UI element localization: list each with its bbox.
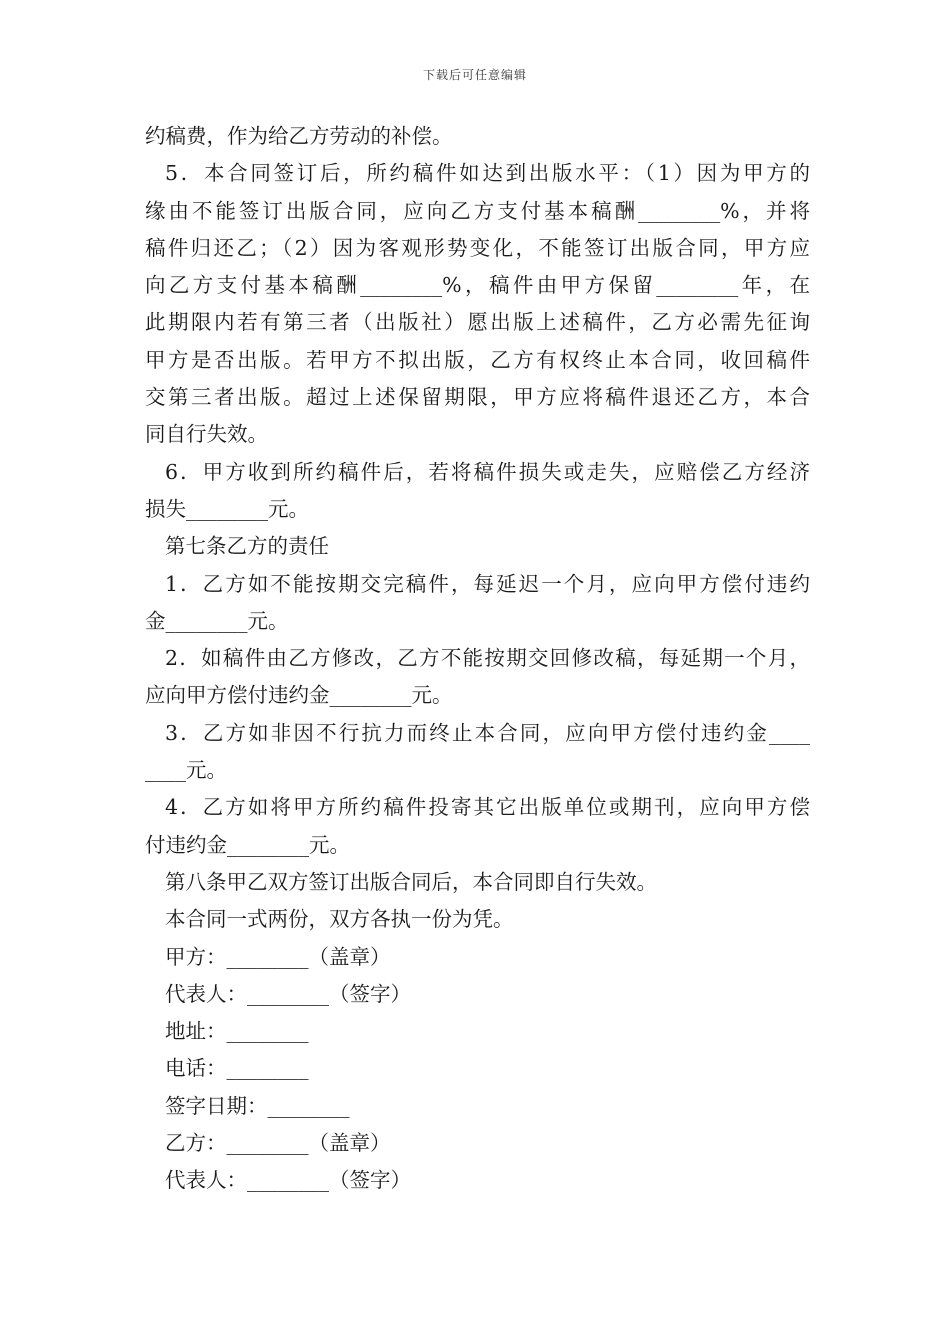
text-line: 同自行失效。 (145, 422, 268, 447)
text-line: 应向甲方偿付违约金________元。 (145, 683, 453, 708)
clause-4-line: 4．乙方如将甲方所约稿件投寄其它出版单位或期刊，应向甲方偿 (165, 795, 810, 820)
contract-body (145, 118, 810, 1200)
clause-3-line: 3．乙方如非因不行抗力而终止本合同，应向甲方偿付违约金____ (165, 720, 810, 745)
clause-5-line: 5．本合同签订后，所约稿件如达到出版水平：（1）因为甲方的 (165, 161, 810, 186)
text-line: 甲方是否出版。若甲方不拟出版，乙方有权终止本合同，收回稿件 (145, 347, 810, 372)
sign-date-field: 签字日期：________ (165, 1093, 350, 1118)
phone-field: 电话：________ (165, 1056, 309, 1081)
article-8-line: 第八条甲乙双方签订出版合同后，本合同即自行失效。 (165, 869, 657, 894)
page-header: 下载后可任意编辑 (422, 68, 527, 82)
representative-field: 代表人：________（签字） (165, 981, 411, 1006)
article-7-heading: 第七条乙方的责任 (165, 534, 329, 559)
clause-2-line: 2．如稿件由乙方修改，乙方不能按期交回修改稿，每延期一个月， (165, 646, 810, 671)
clause-6-line: 6．甲方收到所约稿件后，若将稿件损失或走失，应赔偿乙方经济 (165, 459, 810, 484)
party-b-field: 乙方：________（盖章） (165, 1131, 391, 1156)
text-line: 付违约金________元。 (145, 832, 350, 857)
address-field: 地址：________ (165, 1019, 309, 1044)
text-line: 缘由不能签订出版合同，应向乙方支付基本稿酬________%，并将 (145, 198, 810, 223)
text-line: 约稿费，作为给乙方劳动的补偿。 (145, 124, 453, 148)
text-line: 金________元。 (145, 608, 289, 633)
clause-1-line: 1．乙方如不能按期交完稿件，每延迟一个月，应向甲方偿付违约 (165, 571, 810, 596)
text-line: 损失________元。 (145, 496, 309, 521)
text-line: 稿件归还乙；（2）因为客观形势变化，不能签订出版合同，甲方应 (145, 235, 810, 260)
text-line: 交第三者出版。超过上述保留期限，甲方应将稿件退还乙方，本合 (145, 385, 810, 410)
representative-field: 代表人：________（签字） (165, 1168, 411, 1193)
text-line: 此期限内若有第三者（出版社）愿出版上述稿件，乙方必需先征询 (145, 310, 810, 335)
text-line: 向乙方支付基本稿酬________%，稿件由甲方保留________年，在 (145, 273, 810, 298)
party-a-field: 甲方：________（盖章） (165, 944, 391, 969)
copies-line: 本合同一式两份，双方各执一份为凭。 (165, 907, 514, 932)
text-line: ____元。 (145, 758, 227, 783)
